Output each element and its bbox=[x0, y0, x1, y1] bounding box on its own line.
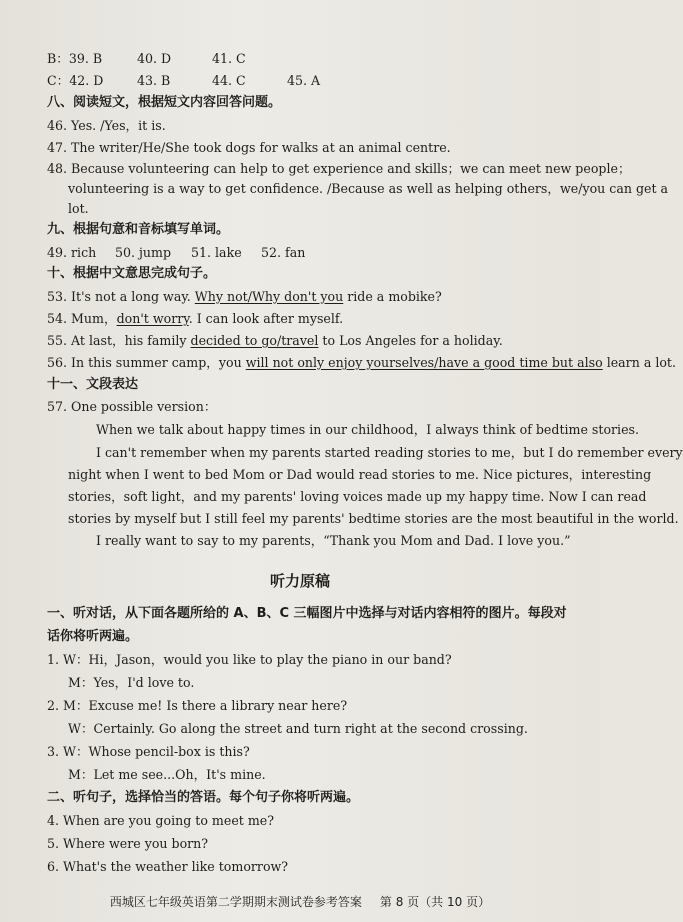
sentence-text: 56. In this summer camp，you bbox=[47, 355, 246, 370]
sentence-text: . I can look after myself. bbox=[188, 311, 344, 326]
answer-item: 41. C bbox=[212, 51, 246, 66]
dialogue-1-m: M：Yes，I'd love to. bbox=[68, 675, 195, 690]
sentence-6: 6. What's the weather like tomorrow? bbox=[47, 859, 289, 874]
answer-item: 49. rich bbox=[47, 245, 97, 260]
answer-54 bbox=[47, 309, 580, 328]
answer-56 bbox=[47, 353, 676, 372]
sentence-text: ride a mobike? bbox=[343, 289, 442, 304]
answer-item: C：42. D bbox=[47, 73, 104, 88]
answer-item: 52. fan bbox=[261, 245, 306, 260]
essay-paragraph-2-line-3: stories，soft light，and my parents' loving voices made up my happy time. Now I can read bbox=[68, 489, 647, 504]
sentence-text: learn a lot. bbox=[602, 355, 676, 370]
dialogue-2-w: W：Certainly. Go along the street and turn right at the second crossing. bbox=[68, 721, 528, 736]
dialogue-2-m: 2. M：Excuse me! Is there a library near here? bbox=[47, 698, 348, 713]
page-footer bbox=[0, 893, 600, 912]
listening-title: 听力原稿 bbox=[269, 572, 330, 590]
listening-part-2-title: 二、听句子，选择恰当的答语。每个句子你将听两遍。 bbox=[47, 790, 360, 805]
answer-48-line-2: volunteering is a way to get confidence. /Because as well as helping others，we/you can get a bbox=[68, 181, 669, 196]
sentence-text: to Los Angeles for a holiday. bbox=[318, 333, 503, 348]
answer-item: 51. lake bbox=[191, 245, 242, 260]
section-11-title: 十一、文段表达 bbox=[47, 377, 139, 392]
answer-53 bbox=[47, 287, 580, 306]
section-10-title: 十、根据中文意思完成句子。 bbox=[47, 266, 217, 281]
section-9-answers bbox=[47, 243, 580, 262]
answer-47: 47. The writer/He/She took dogs for walks at an animal centre. bbox=[47, 140, 451, 155]
answer-55 bbox=[47, 331, 580, 350]
answers-b-row bbox=[47, 49, 580, 68]
answer-item: 40. D bbox=[137, 51, 172, 66]
page-number: 第 8 页（共 10 页） bbox=[379, 895, 491, 909]
answer-item: 50. jump bbox=[115, 245, 172, 260]
essay-paragraph-3: I really want to say to my parents，“Thank you Mom and Dad. I love you.” bbox=[96, 533, 571, 548]
essay-paragraph-2-line-4: stories by myself but I still feel my parents' bedtime stories are the most beautiful in the world. bbox=[68, 511, 679, 526]
answer-46: 46. Yes. /Yes，it is. bbox=[47, 118, 166, 133]
answer-item: 44. C bbox=[212, 73, 246, 88]
section-8-title: 八、阅读短文，根据短文内容回答问题。 bbox=[47, 95, 282, 110]
sentence-text: 53. It's not a long way. bbox=[47, 289, 195, 304]
essay-paragraph-2-line-1: I can't remember when my parents started reading stories to me，but I do remember every bbox=[96, 445, 683, 460]
answer-item: B：39. B bbox=[47, 51, 103, 66]
answer-item: 45. A bbox=[287, 73, 321, 88]
underlined-answer: decided to go/travel bbox=[190, 333, 319, 348]
dialogue-3-m: M：Let me see...Oh，It's mine. bbox=[68, 767, 266, 782]
essay-paragraph-1: When we talk about happy times in our childhood，I always think of bedtime stories. bbox=[96, 422, 640, 437]
listening-part-1-line-2: 话你将听两遍。 bbox=[47, 629, 139, 644]
underlined-answer: will not only enjoy yourselves/have a good time but also bbox=[245, 355, 603, 370]
sentence-text: 54. Mum， bbox=[47, 311, 117, 326]
sentence-text: 55. At last，his family bbox=[47, 333, 191, 348]
answer-item: 43. B bbox=[137, 73, 171, 88]
essay-paragraph-2-line-2: night when I went to bed Mom or Dad would read stories to me. Nice pictures，interesting bbox=[68, 467, 652, 482]
section-9-title: 九、根据句意和音标填写单词。 bbox=[47, 222, 230, 237]
footer-title: 西城区七年级英语第二学期期末测试卷参考答案 bbox=[109, 895, 362, 909]
answers-c-row bbox=[47, 71, 580, 90]
underlined-answer: don't worry bbox=[116, 311, 189, 326]
answer-48-line-3: lot. bbox=[68, 201, 89, 216]
dialogue-3-w: 3. W：Whose pencil-box is this? bbox=[47, 744, 250, 759]
answer-48-line-1: 48. Because volunteering can help to get experience and skills；we can meet new people； bbox=[47, 161, 631, 176]
dialogue-1-w: 1. W：Hi，Jason，would you like to play the piano in our band? bbox=[47, 652, 452, 667]
sentence-4: 4. When are you going to meet me? bbox=[47, 813, 274, 828]
answer-57-label: 57. One possible version： bbox=[47, 399, 217, 414]
listening-part-1-line-1: 一、听对话，从下面各题所给的 A、B、C 三幅图片中选择与对话内容相符的图片。每段对 bbox=[47, 606, 567, 621]
sentence-5: 5. Where were you born? bbox=[47, 836, 209, 851]
underlined-answer: Why not/Why don't you bbox=[194, 289, 344, 304]
